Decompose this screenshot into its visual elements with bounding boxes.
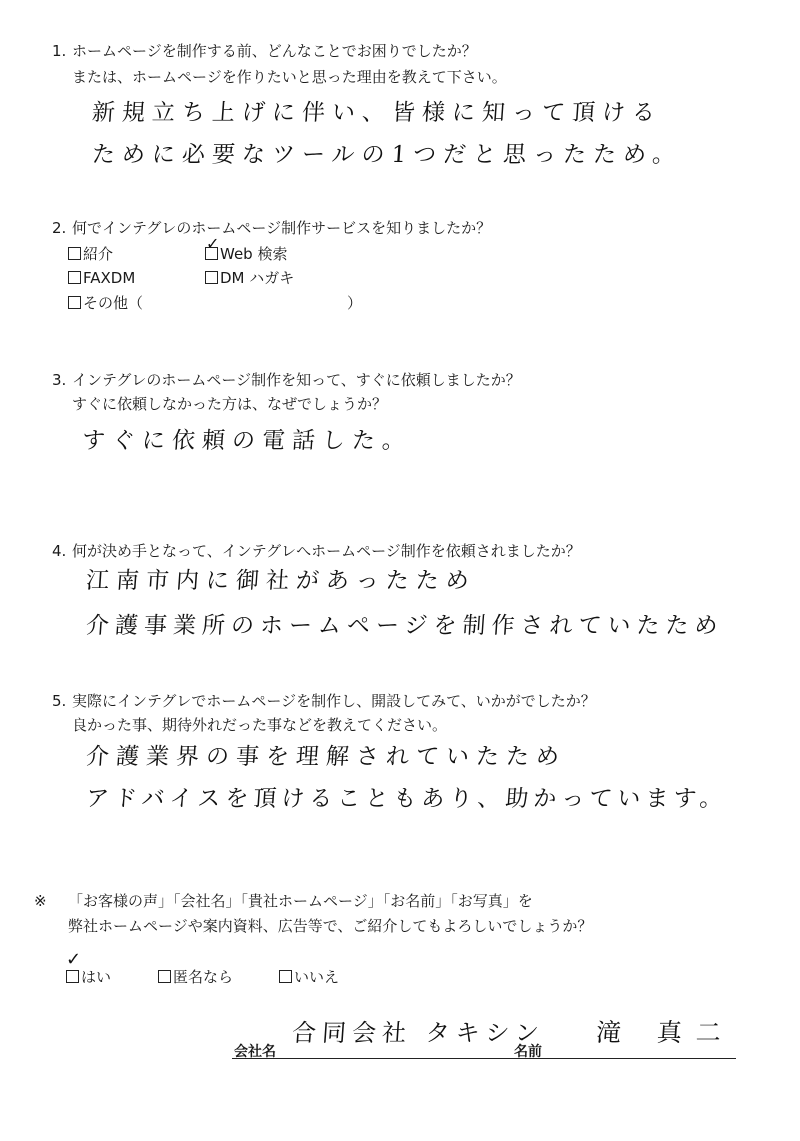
consent-option-yes[interactable] [66, 967, 111, 987]
q3-handwritten-answer: すぐに依頼の電話した。 [81, 428, 413, 454]
q1-text-line2: または、ホームページを作りたいと思った理由を教えて下さい。 [72, 68, 507, 86]
check-mark-icon: ✓ [206, 234, 220, 253]
q2-option-shoukai[interactable] [68, 244, 113, 264]
q2-option-dm[interactable] [205, 268, 294, 288]
q2-option-faxdm-label: FAXDM [83, 269, 136, 287]
q5-handwritten-answer-line1: 介護業界の事を理解されていたため [85, 744, 567, 770]
company-name-label: 会社名 [234, 1044, 276, 1060]
q4-handwritten-answer-line1: 江南市内に御社があったため [85, 568, 477, 594]
q1-number: 1. [52, 42, 67, 60]
q5-number: 5. [52, 692, 67, 710]
person-name-handwritten: 滝 真二 [595, 1018, 737, 1047]
checkbox-shoukai[interactable] [68, 247, 81, 260]
q3-text-line2: すぐに依頼しなかった方は、なぜでしょうか？ [72, 395, 388, 413]
check-mark-icon: ✓ [66, 949, 82, 970]
q2-text-line1: 何でインテグレのホームページ制作サービスを知りましたか？ [72, 219, 492, 237]
q2-option-other[interactable] [68, 293, 143, 313]
q2-number: 2. [52, 219, 67, 237]
q5-text-line2: 良かった事、期待外れだった事などを教えてください。 [72, 716, 448, 734]
signature-underline [232, 1058, 736, 1059]
q2-option-other-label: その他（ [83, 294, 144, 312]
q1-text-line1: ホームページを制作する前、どんなことでお困りでしたか？ [72, 42, 477, 60]
checkbox-dm[interactable] [205, 271, 218, 284]
q5-text-line1: 実際にインテグレでホームページを制作し、開設してみて、いかがでしたか？ [72, 692, 596, 710]
q4-text-line1: 何が決め手となって、インテグレへホームページ制作を依頼されましたか？ [72, 542, 581, 560]
q4-handwritten-answer-line2: 介護事業所のホームページを制作されていたため [85, 613, 725, 639]
checkbox-faxdm[interactable] [68, 271, 81, 284]
consent-mark: ※ [34, 892, 47, 910]
checkbox-anonymous[interactable] [158, 970, 171, 983]
consent-text-line2: 弊社ホームページや案内資料、広告等で、ご紹介してもよろしいでしょうか？ [68, 917, 593, 935]
consent-option-yes-label: はい [81, 968, 112, 986]
q2-option-shoukai-label: 紹介 [83, 245, 114, 263]
consent-option-anonymous[interactable] [158, 967, 233, 987]
q2-option-other-close: ） [347, 294, 363, 312]
checkbox-yes[interactable] [66, 970, 79, 983]
q4-number: 4. [52, 542, 67, 560]
q5-handwritten-answer-line2: アドバイスを頂けることもあり、助かっています。 [85, 786, 729, 812]
q2-option-web-label: Web 検索 [220, 245, 288, 263]
q2-option-faxdm[interactable] [68, 268, 135, 288]
company-name-handwritten: 合同会社 タキシン [291, 1019, 546, 1047]
checkbox-no[interactable] [279, 970, 292, 983]
consent-option-no[interactable] [279, 967, 339, 987]
q3-text-line1: インテグレのホームページ制作を知って、すぐに依頼しましたか？ [72, 371, 521, 389]
q3-number: 3. [52, 371, 67, 389]
consent-option-anonymous-label: 匿名なら [173, 968, 234, 986]
consent-option-no-label: いいえ [294, 968, 340, 986]
consent-text-line1: 「お客様の声」「会社名」「貴社ホームページ」「お名前」「お写真」を [68, 892, 533, 910]
person-name-label: 名前 [514, 1044, 542, 1060]
q1-handwritten-answer-line1: 新規立ち上げに伴い、皆様に知って頂ける [91, 100, 663, 126]
q1-handwritten-answer-line2: ために必要なツールの1つだと思ったため。 [91, 142, 684, 168]
q2-option-dm-label: DM ハガキ [220, 269, 295, 287]
checkbox-other[interactable] [68, 296, 81, 309]
